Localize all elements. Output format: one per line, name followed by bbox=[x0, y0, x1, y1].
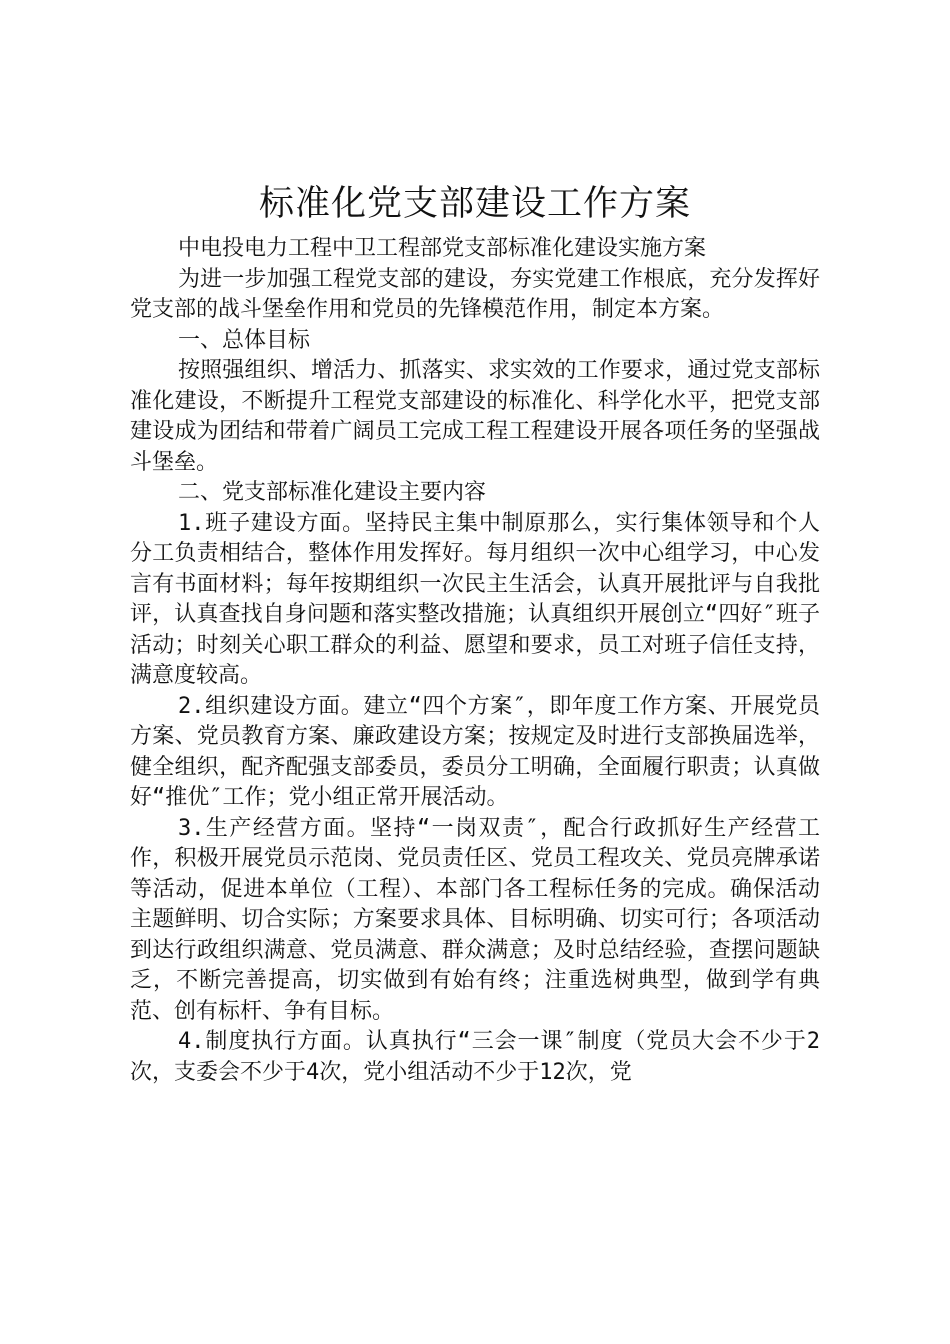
item-team-building: 1.班子建设方面。坚持民主集中制原那么，实行集体领导和个人分工负责相结合，整体作用发挥好。每月组织一次中心组学习，中心发言有书面材料；每年按期组织一次民主生活会，认真开展批评与自我批评，认真查找自身问题和落实整改措施；认真组织开展创立“四好″班子活动；时刻关心职工群众的利益、愿望和要求，员工对班子信任支持，满意度较高。 bbox=[130, 510, 820, 688]
document-body bbox=[130, 234, 820, 1088]
document-title: 标准化党支部建设工作方案 bbox=[258, 184, 691, 224]
item-system-execution: 4.制度执行方面。认真执行“三会一课″制度（党员大会不少于2次，支委会不少于4次，党小组活动不少于12次，党 bbox=[130, 1029, 820, 1085]
item-organization-building: 2.组织建设方面。建立“四个方案″，即年度工作方案、开展党员方案、党员教育方案、廉政建设方案；按规定及时进行支部换届选举，健全组织，配齐配强支部委员，委员分工明确，全面履行职责；认真做好“推优″工作；党小组正常开展活动。 bbox=[130, 693, 820, 810]
item-production-operation: 3.生产经营方面。坚持“一岗双责″，配合行政抓好生产经营工作，积极开展党员示范岗、党员责任区、党员工程攻关、党员亮牌承诺等活动，促进本单位（工程）、本部门各工程标任务的完成。确保活动主题鲜明、切合实际；方案要求具体、目标明确、切实可行；各项活动到达行政组织满意、党员满意、群众满意；及时总结经验，查摆问题缺乏，不断完善提高，切实做到有始有终；注重选树典型，做到学有典范、创有标杆、争有目标。 bbox=[130, 815, 820, 1024]
section-heading-general-goal: 一、总体目标 bbox=[178, 327, 311, 353]
general-goal-paragraph: 按照强组织、增活力、抓落实、求实效的工作要求，通过党支部标准化建设，不断提升工程党支部建设的标准化、科学化水平，把党支部建设成为团结和带着广阔员工完成工程工程建设开展各项任务的坚强战斗堡垒。 bbox=[130, 358, 820, 475]
subtitle-paragraph: 中电投电力工程中卫工程部党支部标准化建设实施方案 bbox=[178, 236, 707, 261]
section-heading-main-content: 二、党支部标准化建设主要内容 bbox=[178, 480, 487, 505]
intro-paragraph: 为进一步加强工程党支部的建设，夯实党建工作根底，充分发挥好党支部的战斗堡垒作用和党员的先锋模范作用，制定本方案。 bbox=[130, 266, 820, 322]
